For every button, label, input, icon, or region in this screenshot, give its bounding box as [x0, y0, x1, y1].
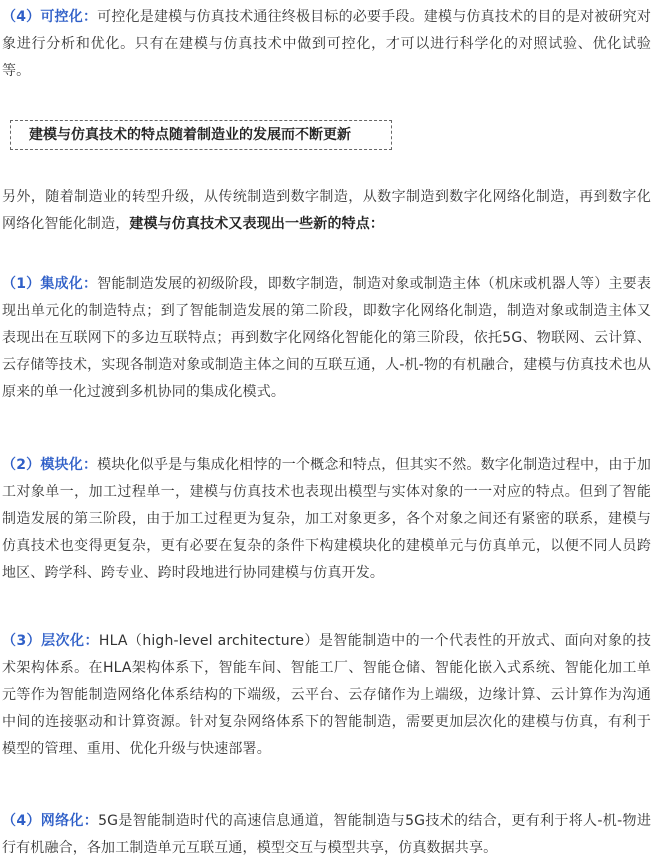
paragraph-label: （4）网络化：	[2, 813, 99, 829]
paragraph-controllable	[2, 4, 651, 85]
paragraph-hierarchical	[2, 628, 651, 763]
paragraph-text: 5G是智能制造时代的高速信息通道，智能制造与5G技术的结合，更有利于将人-机-物进行有机融合，各加工制造单元互联互通，模型交互与模型共享，仿真数据共享。	[2, 813, 651, 856]
section-heading-box	[10, 120, 392, 150]
paragraph-label: （2）模块化：	[2, 457, 98, 473]
paragraph-intro	[2, 184, 651, 238]
paragraph-label: （4）可控化：	[2, 9, 98, 25]
paragraph-text: HLA（high-level architecture）是智能制造中的一个代表性的开放式、面向对象的技术架构体系。在HLA架构体系下，智能车间、智能工厂、智能仓储、智能化嵌入式系统、智能化加工单元等作为智能制造网络化体系结构的下端级，云平台、云存储作为上端级，边缘计算、云计算作为沟通中间的连接驱动和计算资源。针对复杂网络体系下的智能制造，需要更加层次化的建模与仿真，有利于模型的管理、重用、优化升级与快速部署。	[2, 633, 651, 757]
section-heading: 建模与仿真技术的特点随着制造业的发展而不断更新	[29, 127, 351, 143]
paragraph-text: 智能制造发展的初级阶段，即数字制造，制造对象或制造主体（机床或机器人等）主要表现出单元化的制造特点；到了智能制造发展的第二阶段，即数字化网络化制造，制造对象或制造主体又表现出在互联网下的多边互联特点；再到数字化网络化智能化的第三阶段，依托5G、物联网、云计算、云存储等技术，实现各制造对象或制造主体之间的互联互通，人-机-物的有机融合，建模与仿真技术也从原来的单一化过渡到多机协同的集成化模式。	[2, 276, 651, 400]
paragraph-networked	[2, 808, 651, 862]
paragraph-text: 可控化是建模与仿真技术通往终极目标的必要手段。建模与仿真技术的目的是对被研究对象进行分析和优化。只有在建模与仿真技术中做到可控化，才可以进行科学化的对照试验、优化试验等。	[2, 9, 651, 79]
paragraph-text: 模块化似乎是与集成化相悖的一个概念和特点，但其实不然。数字化制造过程中，由于加工对象单一，加工过程单一，建模与仿真技术也表现出模型与实体对象的一一对应的特点。但到了智能制造发展的第三阶段，由于加工过程更为复杂，加工对象更多，各个对象之间还有紧密的联系，建模与仿真技术也变得更复杂，更有必要在复杂的条件下构建模块化的建模单元与仿真单元，以便不同人员跨地区、跨学科、跨专业、跨时段地进行协同建模与仿真开发。	[2, 457, 651, 581]
paragraph-label: （3）层次化：	[2, 633, 99, 649]
paragraph-bold-text: 建模与仿真技术又表现出一些新的特点：	[129, 216, 385, 232]
paragraph-label: （1）集成化：	[2, 276, 98, 292]
paragraph-integration	[2, 271, 651, 406]
paragraph-text: 另外，随着制造业的转型升级，从传统制造到数字制造，从数字制造到数字化网络化制造，再到数字化网络化智能化制造，	[2, 189, 651, 232]
paragraph-modular	[2, 452, 651, 587]
